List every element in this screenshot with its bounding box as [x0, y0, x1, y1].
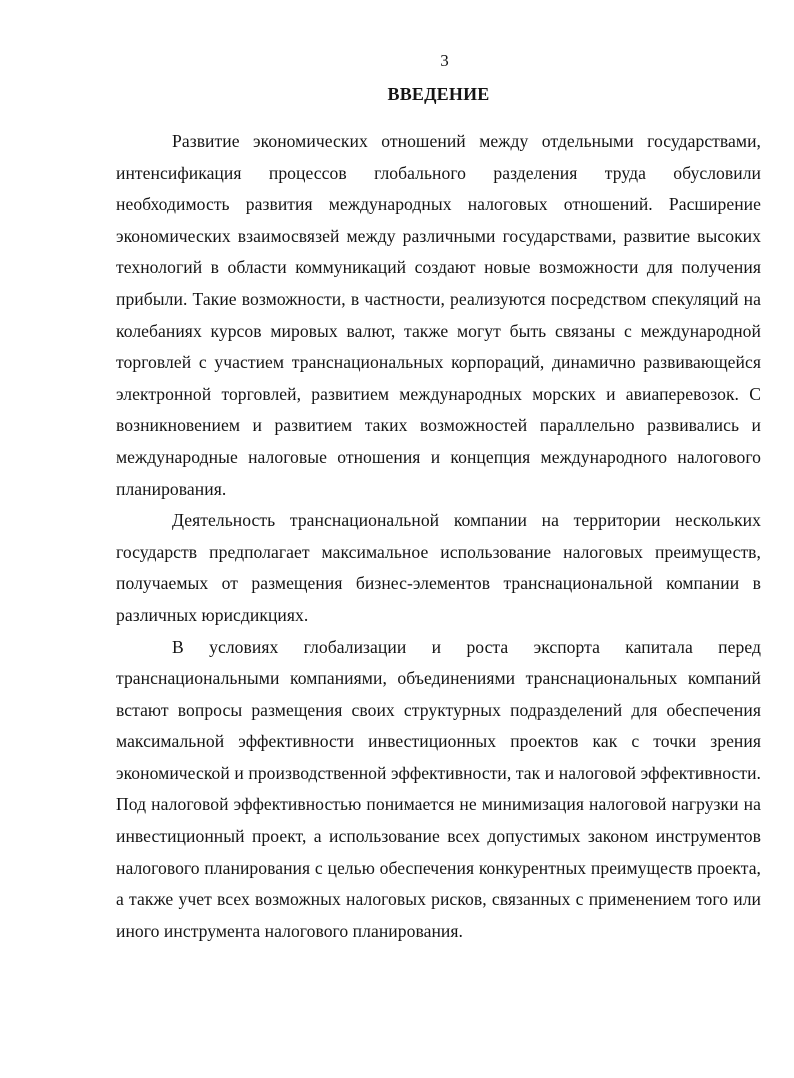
document-page: [116, 50, 761, 947]
paragraph-2: Деятельность транснациональной компании на территории нескольких государств предполагает максимальное использование налоговых преимуществ, получаемых от размещения бизнес-элементов транснациональной компании в различных юрисдикциях.: [116, 510, 761, 625]
page-number: 3: [440, 51, 449, 70]
paragraph-3: В условиях глобализации и роста экспорта капитала перед транснациональными компаниями, объединениями транснациональных компаний встают вопросы размещения своих структурных подразделений для обеспечения максимальной эффективности инвестиционных проектов как с точки зрения экономической и производственной эффективности, так и налоговой эффективности. Под налоговой эффективностью понимается не минимизация налоговой нагрузки на инвестиционный проект, а использование всех допустимых законом инструментов налогового планирования с целью обеспечения конкурентных преимуществ проекта, а также учет всех возможных налоговых рисков, связанных с применением того или иного инструмента налогового планирования.: [116, 636, 761, 941]
section-heading: ВВЕДЕНИЕ: [387, 84, 490, 104]
paragraph-1: Развитие экономических отношений между отдельными государствами, интенсификация процессов глобального разделения труда обусловили необходимость развития международных налоговых отношений. Расширение экономических взаимосвязей между различными государствами, развитие высоких технологий в области коммуникаций создают новые возможности для получения прибыли. Такие возможности, в частности, реализуются посредством спекуляций на колебаниях курсов мировых валют, также могут быть связаны с международной торговлей с участием транснациональных корпораций, динамично развивающейся электронной торговлей, развитием международных морских и авиаперевозок. С возникновением и развитием таких возможностей параллельно развивались и международные налоговые отношения и концепция международного налогового планирования.: [116, 131, 761, 499]
